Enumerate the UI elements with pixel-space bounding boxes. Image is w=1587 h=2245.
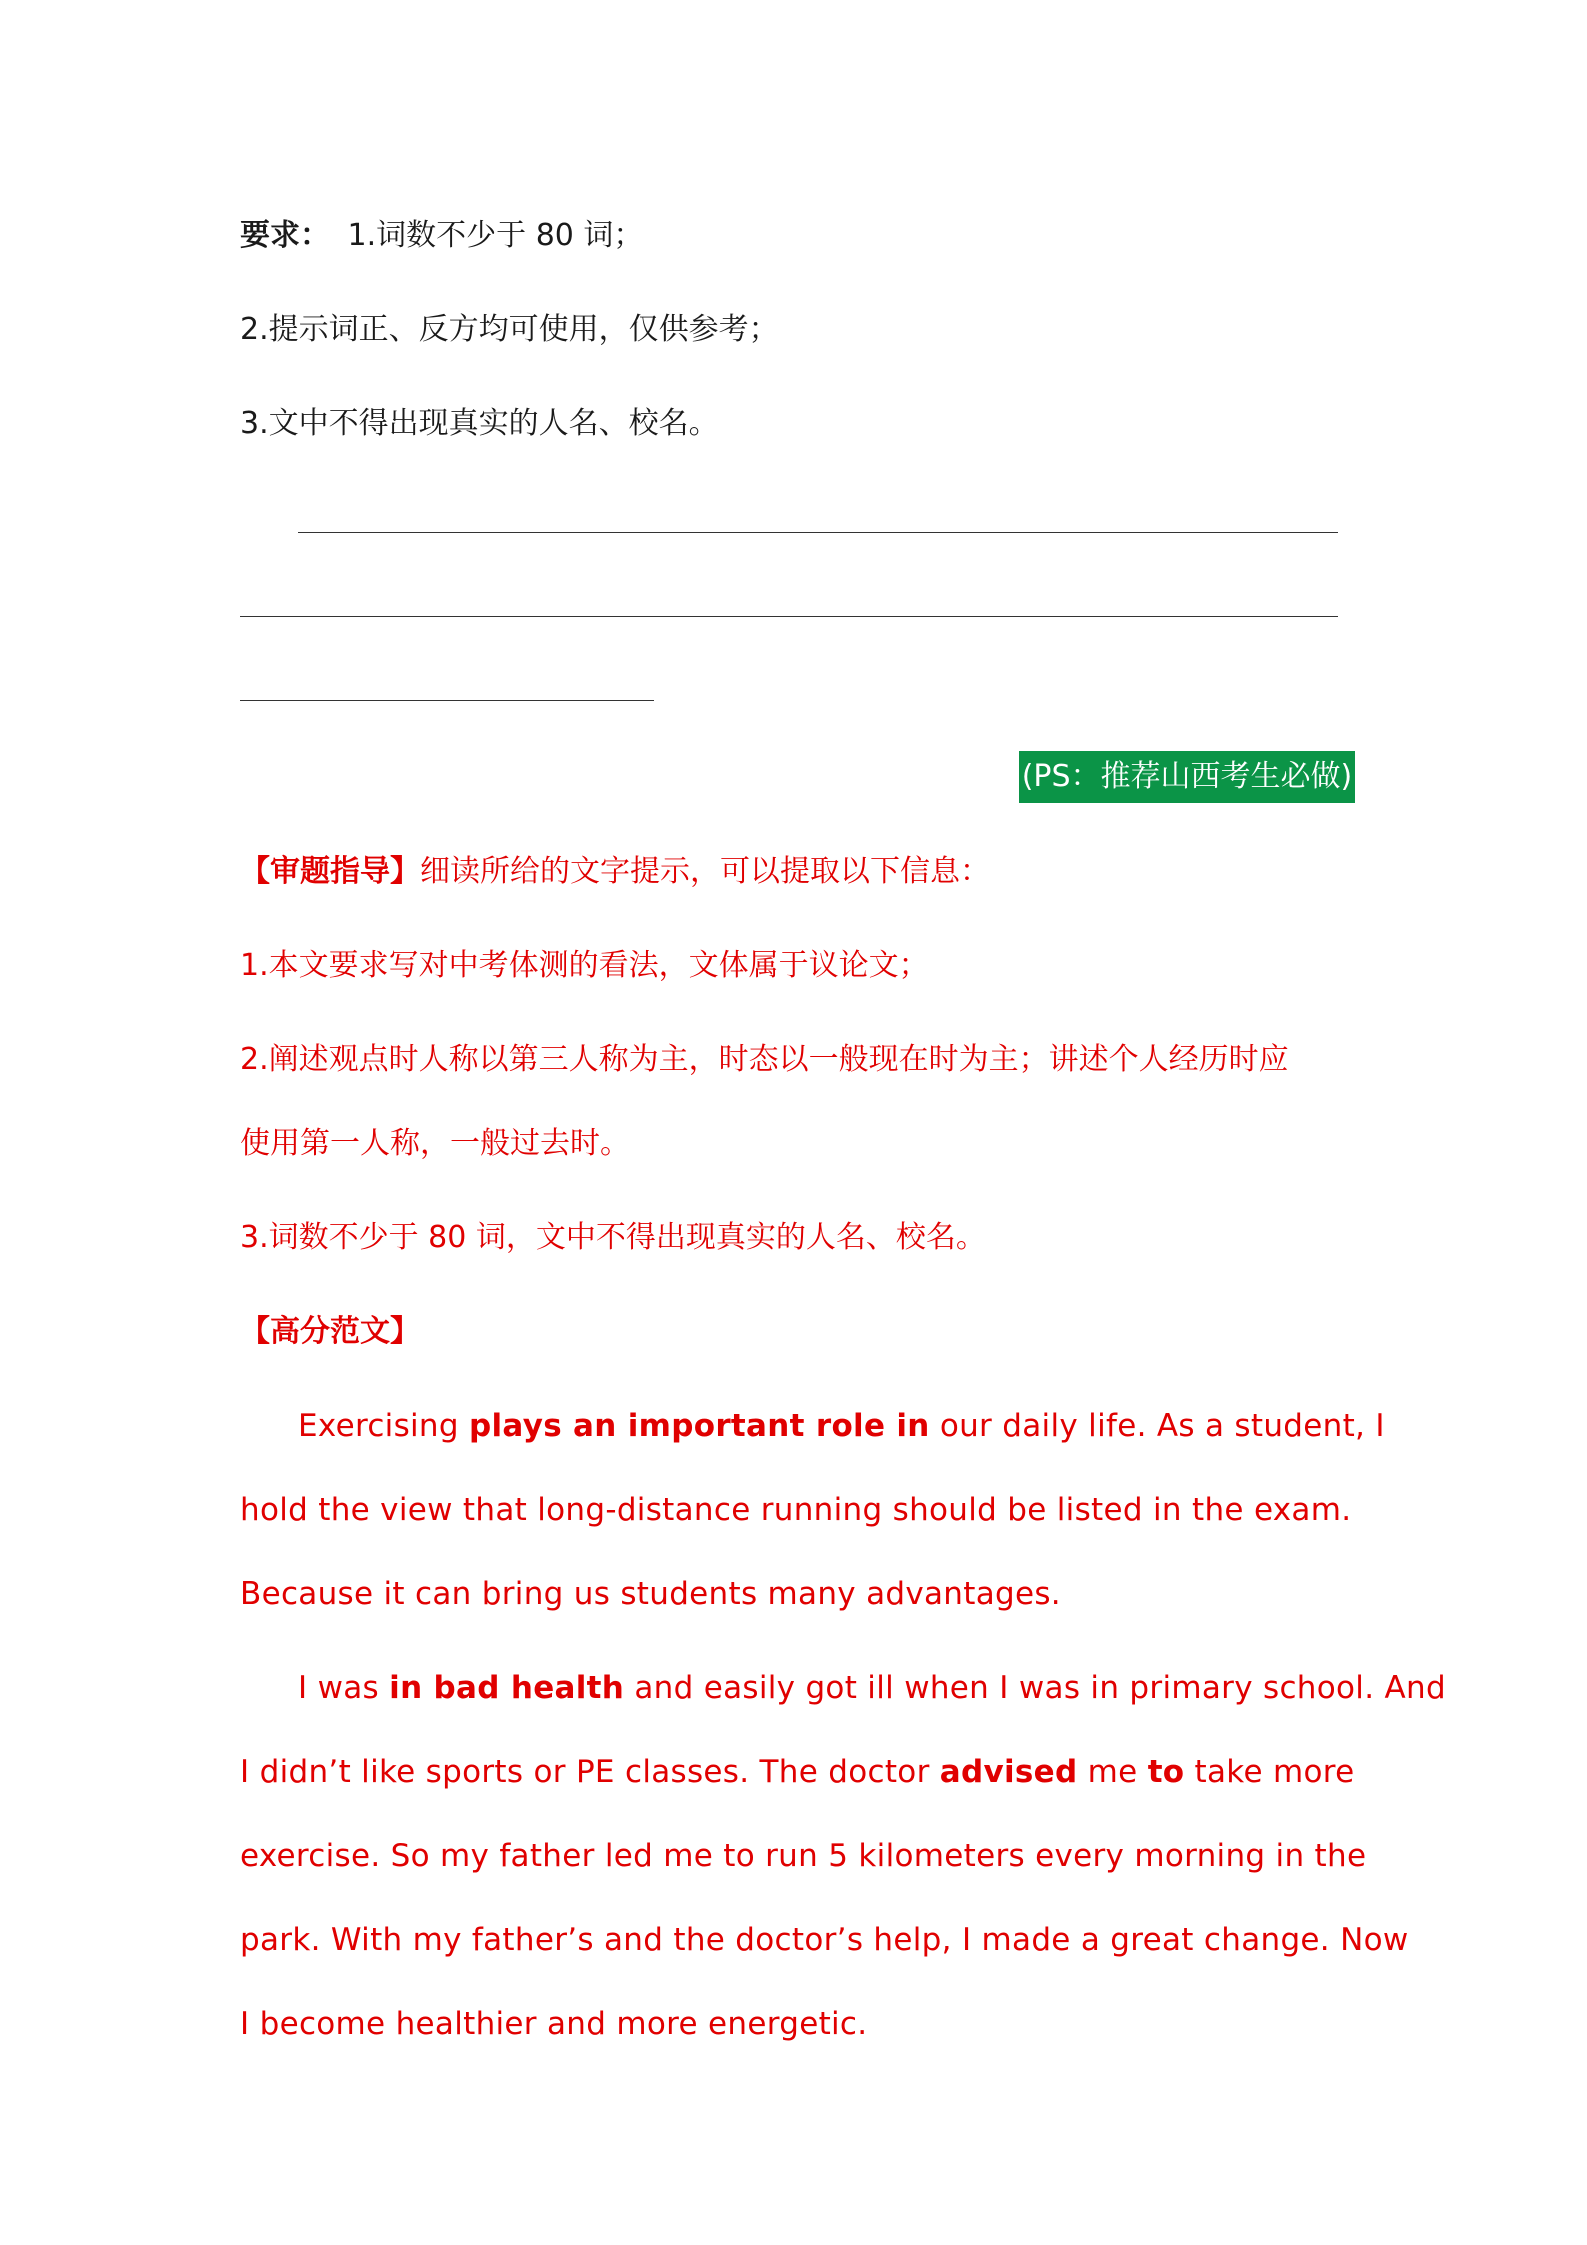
requirement-item-2: 2.提示词正、反方均可使用，仅供参考；	[240, 312, 779, 347]
essay-p1-line-3: Because it can bring us students many advantages.	[240, 1576, 1061, 1612]
guidance-intro: 细读所给的文字提示，可以提取以下信息：	[420, 854, 990, 889]
requirement-line-1	[240, 216, 1360, 256]
essay-text: our daily life. As a student, I	[929, 1408, 1385, 1444]
guidance-point-2-line-2: 使用第一人称，一般过去时。	[240, 1126, 630, 1161]
essay-text: me	[1077, 1754, 1148, 1790]
essay-text: Exercising	[298, 1408, 470, 1444]
essay-p1-line-2: hold the view that long-distance running should be listed in the exam.	[240, 1492, 1352, 1528]
guidance-heading-line	[240, 852, 1360, 892]
model-essay-heading: 【高分范文】	[240, 1314, 420, 1349]
guidance-heading: 【审题指导】	[240, 854, 420, 889]
essay-highlight-word: to	[1147, 1754, 1185, 1790]
essay-text: and easily got ill when I was in primary school. And	[624, 1670, 1446, 1706]
requirement-item-3: 3.文中不得出现真实的人名、校名。	[240, 406, 719, 441]
answer-blank-line-1[interactable]	[298, 532, 1338, 533]
guidance-point-2-line-1: 2.阐述观点时人称以第三人称为主，时态以一般现在时为主；讲述个人经历时应	[240, 1042, 1289, 1077]
answer-blank-line-3[interactable]	[240, 700, 654, 701]
essay-p2-line-2	[240, 1752, 1355, 1792]
guidance-point-3: 3.词数不少于 80 词，文中不得出现真实的人名、校名。	[240, 1220, 986, 1255]
essay-p2-line-1	[298, 1668, 1446, 1708]
answer-blank-line-2[interactable]	[240, 616, 1338, 617]
essay-highlight-phrase: plays an important role in	[469, 1408, 930, 1444]
essay-p2-line-4: park. With my father’s and the doctor’s help, I made a great change. Now	[240, 1922, 1409, 1958]
essay-p1-line-1	[298, 1406, 1385, 1446]
essay-highlight-phrase: in bad health	[389, 1670, 625, 1706]
essay-text: I didn’t like sports or PE classes. The doctor	[240, 1754, 940, 1790]
essay-highlight-word: advised	[939, 1754, 1078, 1790]
essay-text: take more	[1184, 1754, 1355, 1790]
requirement-item-1: 1.词数不少于 80 词；	[347, 218, 644, 253]
essay-p2-line-3: exercise. So my father led me to run 5 kilometers every morning in the	[240, 1838, 1367, 1874]
essay-text: I was	[298, 1670, 390, 1706]
essay-p2-line-5: I become healthier and more energetic.	[240, 2006, 868, 2042]
requirements-label: 要求：	[240, 218, 330, 253]
ps-badge: (PS：推荐山西考生必做)	[1019, 751, 1355, 803]
guidance-point-1: 1.本文要求写对中考体测的看法，文体属于议论文；	[240, 948, 929, 983]
